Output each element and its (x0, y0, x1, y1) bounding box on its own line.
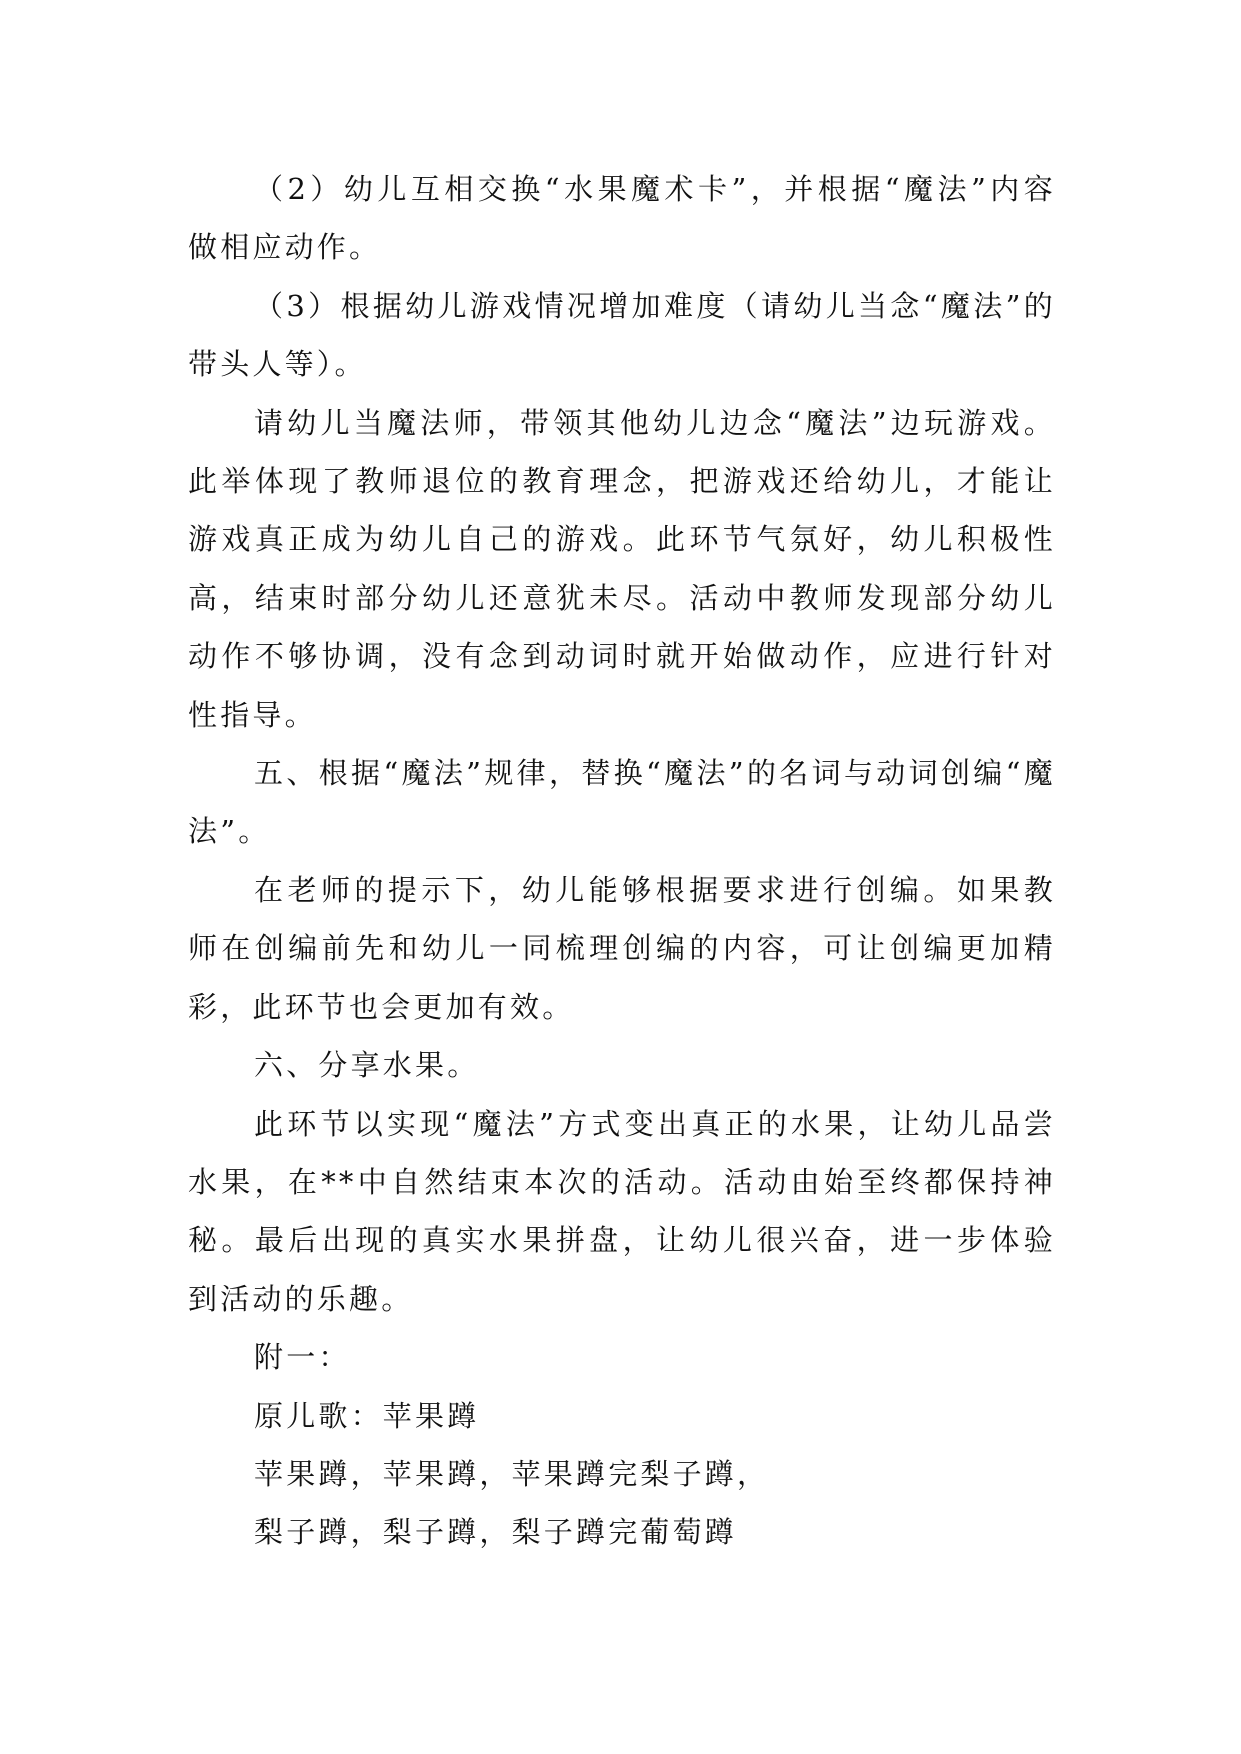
section-heading-five: 五、根据“魔法”规律，替换“魔法”的名词与动词创编“魔法”。 (188, 756, 1056, 849)
paragraph-step-2: （2）幼儿互相交换“水果魔术卡”，并根据“魔法”内容做相应动作。 (188, 172, 1056, 265)
appendix-heading: 附一： (254, 1340, 351, 1375)
song-line-2: 梨子蹲，梨子蹲，梨子蹲完葡萄蹲 (254, 1515, 738, 1550)
paragraph-magician-reflection: 请幼儿当魔法师，带领其他幼儿边念“魔法”边玩游戏。此举体现了教师退位的教育理念，把游戏还给幼儿，才能让游戏真正成为幼儿自己的游戏。此环节气氛好，幼儿积极性高，结束时部分幼儿还意犹未尽。活动中教师发现部分幼儿动作不够协调，没有念到动词时就开始做动作，应进行针对性指导。 (188, 405, 1056, 732)
paragraph-step-3: （3）根据幼儿游戏情况增加难度（请幼儿当念“魔法”的带头人等）。 (188, 288, 1056, 382)
paragraph-sharing-reflection: 此环节以实现“魔法”方式变出真正的水果，让幼儿品尝水果，在**中自然结束本次的活动。活动由始至终都保持神秘。最后出现的真实水果拼盘，让幼儿很兴奋，进一步体验到活动的乐趣。 (188, 1106, 1056, 1316)
document-body (188, 160, 1056, 1562)
section-heading-six: 六、分享水果。 (254, 1048, 480, 1083)
song-title: 原儿歌：苹果蹲 (254, 1398, 480, 1433)
song-line-1: 苹果蹲，苹果蹲，苹果蹲完梨子蹲， (254, 1456, 770, 1491)
paragraph-creation-reflection: 在老师的提示下，幼儿能够根据要求进行创编。如果教师在创编前先和幼儿一同梳理创编的内容，可让创编更加精彩，此环节也会更加有效。 (188, 872, 1056, 1024)
